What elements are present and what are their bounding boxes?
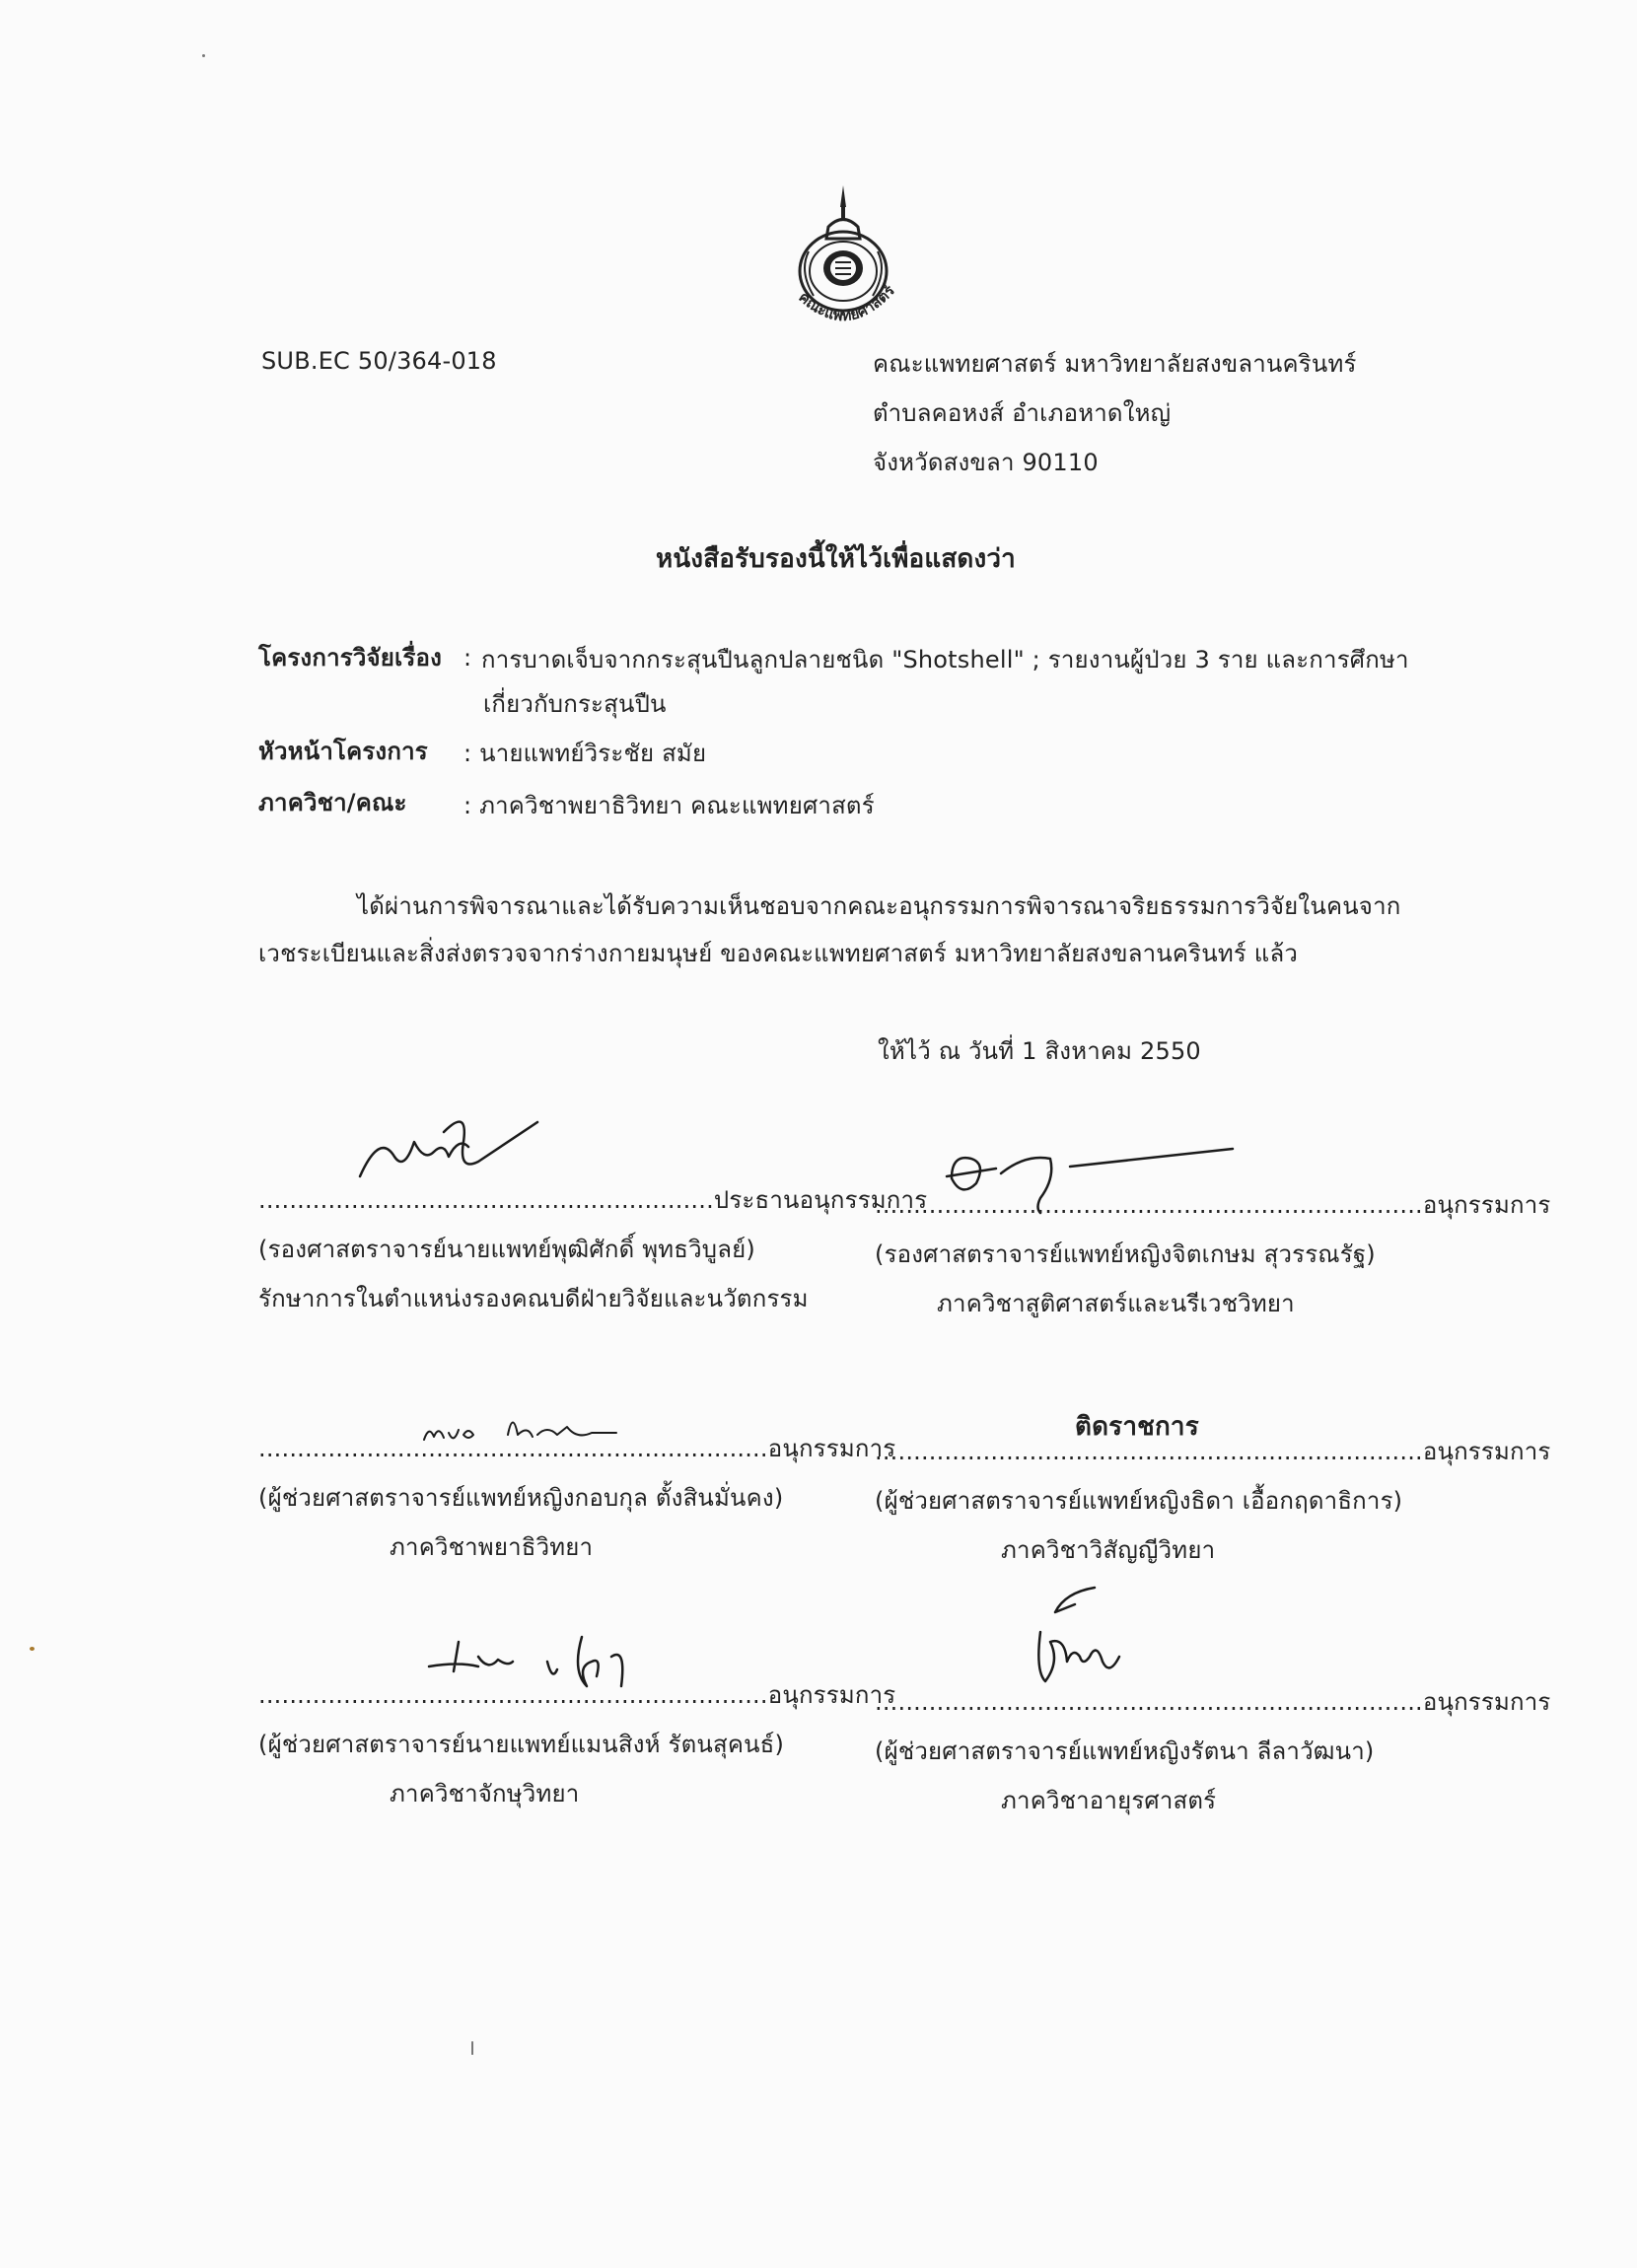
signatory-1-position: รักษาการในตำแหน่งรองคณบดีฝ่ายวิจัยและนวัตกรรม bbox=[258, 1285, 809, 1312]
signatory-5-role: อนุกรรมการ bbox=[767, 1681, 896, 1709]
signatory-2-line bbox=[875, 1191, 1551, 1220]
away-on-duty-note: ติดราชการ bbox=[1075, 1412, 1199, 1442]
address-line-1: คณะแพทยศาสตร์ มหาวิทยาลัยสงขลานครินทร์ bbox=[873, 350, 1357, 378]
reference-number: SUB.EC 50/364-018 bbox=[261, 347, 497, 375]
signatory-2-position: ภาควิชาสูติศาสตร์และนรีเวชวิทยา bbox=[937, 1290, 1295, 1317]
project-title-line-2: เกี่ยวกับกระสุนปืน bbox=[483, 690, 667, 718]
issue-date: ให้ไว้ ณ วันที่ 1 สิงหาคม 2550 bbox=[878, 1037, 1201, 1065]
body-line-2: เวชระเบียนและสิ่งส่งตรวจจากร่างกายมนุษย์ ของคณะแพทยศาสตร์ มหาวิทยาลัยสงขลานครินทร์ แล้ว bbox=[258, 940, 1299, 967]
signatory-4-position: ภาควิชาวิสัญญีวิทยา bbox=[1001, 1536, 1216, 1564]
scan-speck bbox=[30, 1647, 35, 1651]
signatory-3-dots: .................................................................. bbox=[258, 1435, 768, 1462]
signatory-5-line bbox=[258, 1681, 895, 1710]
signatory-6-line bbox=[875, 1688, 1551, 1717]
address-line-2: ตำบลคอหงส์ อำเภอหาดใหญ่ bbox=[873, 399, 1172, 427]
signature-member-6 bbox=[1026, 1583, 1124, 1691]
signatory-5-name: (ผู้ช่วยศาสตราจารย์นายแพทย์แมนสิงห์ รัตนสุคนธ์) bbox=[258, 1731, 785, 1758]
signatory-4-dots: ....................................................................... bbox=[875, 1438, 1423, 1465]
signatory-6-position: ภาควิชาอายุรศาสตร์ bbox=[1001, 1787, 1217, 1814]
seal-text: คณะแพทยศาสตร์ bbox=[795, 281, 898, 325]
signatory-3-name: (ผู้ช่วยศาสตราจารย์แพทย์หญิงกอบกุล ตั้งสินมั่นคง) bbox=[258, 1484, 784, 1512]
signatory-6-name: (ผู้ช่วยศาสตราจารย์แพทย์หญิงรัตนา ลีลาวัฒนา) bbox=[875, 1737, 1375, 1765]
signatory-5-dots: .................................................................. bbox=[258, 1681, 768, 1709]
scan-speck bbox=[202, 54, 205, 57]
document-title: หนังสือรับรองนี้ให้ไว้เพื่อแสดงว่า bbox=[656, 544, 1016, 574]
signatory-2-role: อนุกรรมการ bbox=[1422, 1191, 1551, 1219]
project-separator: : bbox=[463, 644, 472, 672]
signatory-3-position: ภาควิชาพยาธิวิทยา bbox=[390, 1533, 594, 1561]
signatory-2-name: (รองศาสตราจารย์แพทย์หญิงจิตเกษม สุวรรณรัฐ) bbox=[875, 1240, 1376, 1268]
signatory-6-role: อนุกรรมการ bbox=[1422, 1688, 1551, 1716]
signatory-5-position: ภาควิชาจักษุวิทยา bbox=[390, 1780, 580, 1807]
signatory-4-role: อนุกรรมการ bbox=[1422, 1438, 1551, 1465]
department-value: : ภาควิชาพยาธิวิทยา คณะแพทยศาสตร์ bbox=[463, 792, 875, 819]
department-label: ภาควิชา/คณะ bbox=[258, 789, 407, 816]
body-line-1: ได้ผ่านการพิจารณาและได้รับความเห็นชอบจากคณะอนุกรรมการพิจารณาจริยธรรมการวิจัยในคนจาก bbox=[357, 892, 1401, 920]
signatory-1-line bbox=[258, 1186, 927, 1215]
signatory-1-name: (รองศาสตราจารย์นายแพทย์พุฒิศักดิ์ พุทธวิบูลย์) bbox=[258, 1236, 755, 1263]
faculty-seal-icon bbox=[769, 177, 917, 335]
signatory-4-line bbox=[875, 1438, 1551, 1466]
address-line-3: จังหวัดสงขลา 90110 bbox=[873, 449, 1099, 476]
signature-chairman bbox=[350, 1102, 547, 1191]
scan-speck bbox=[471, 2041, 473, 2055]
signatory-6-dots: ....................................................................... bbox=[875, 1688, 1423, 1716]
project-title-line-1: การบาดเจ็บจากกระสุนปืนลูกปลายชนิด "Shotshell" ; รายงานผู้ป่วย 3 ราย และการศึกษา bbox=[481, 646, 1409, 673]
signatory-2-dots: ....................................................................... bbox=[875, 1191, 1423, 1219]
signatory-4-name: (ผู้ช่วยศาสตราจารย์แพทย์หญิงธิดา เอื้อกฤดาธิการ) bbox=[875, 1487, 1403, 1515]
signatory-1-role: ประธานอนุกรรมการ bbox=[713, 1186, 928, 1214]
head-value: : นายแพทย์วิระชัย สมัย bbox=[463, 740, 707, 767]
head-label: หัวหน้าโครงการ bbox=[258, 738, 428, 765]
project-label: โครงการวิจัยเรื่อง bbox=[258, 644, 443, 672]
signatory-3-line bbox=[258, 1435, 895, 1463]
signatory-1-dots: ........................................................... bbox=[258, 1186, 714, 1214]
signatory-3-role: อนุกรรมการ bbox=[767, 1435, 896, 1462]
